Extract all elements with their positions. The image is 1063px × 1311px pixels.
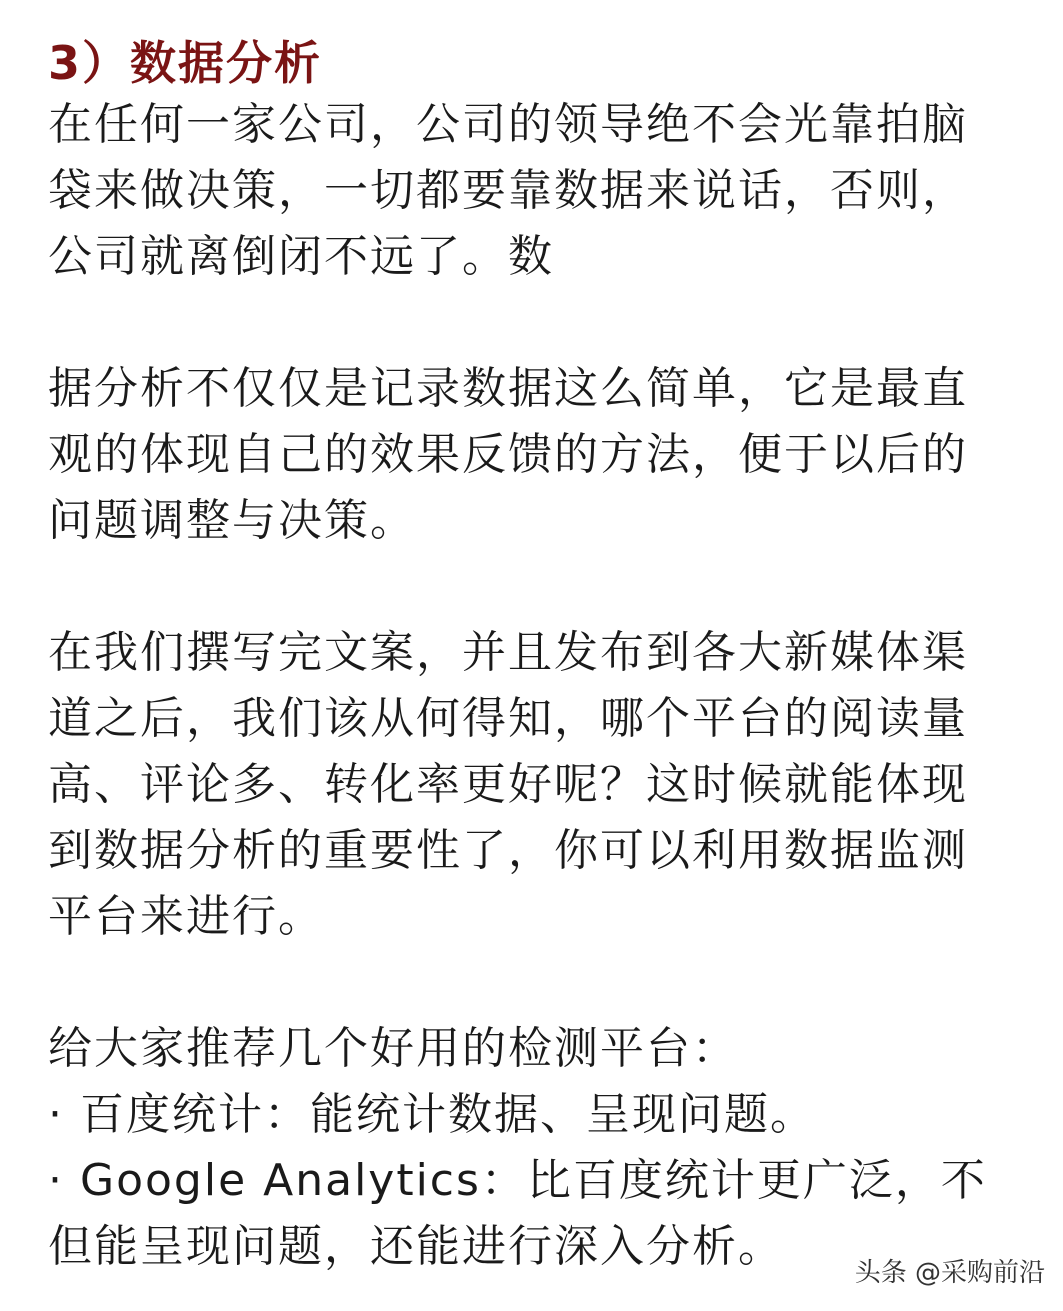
paragraph-spacer bbox=[48, 554, 983, 620]
watermark: 头条 @采购前沿 bbox=[854, 1258, 1045, 1288]
paragraph-spacer bbox=[48, 950, 983, 1016]
paragraph-line: 据分析不仅仅是记录数据这么简单，它是最直 bbox=[48, 363, 968, 414]
section-heading: 3）数据分析 bbox=[48, 36, 323, 90]
paragraph-1 bbox=[48, 92, 983, 290]
paragraph-3 bbox=[48, 620, 983, 950]
list-item: · 百度统计：能统计数据、呈现问题。 bbox=[48, 1089, 816, 1140]
list-item: · Google Analytics：比百度统计更广泛，不 bbox=[48, 1155, 987, 1206]
paragraph-line: 高、评论多、转化率更好呢？这时候就能体现 bbox=[48, 759, 968, 810]
list-item-continuation: 但能呈现问题，还能进行深入分析。 bbox=[48, 1221, 784, 1272]
paragraph-line: 平台来进行。 bbox=[48, 891, 324, 942]
paragraph-line: 在我们撰写完文案，并且发布到各大新媒体渠 bbox=[48, 627, 968, 678]
paragraph-line: 观的体现自己的效果反馈的方法，便于以后的 bbox=[48, 429, 968, 480]
paragraph-2 bbox=[48, 356, 983, 554]
paragraph-line: 到数据分析的重要性了，你可以利用数据监测 bbox=[48, 825, 968, 876]
paragraph-line: 问题调整与决策。 bbox=[48, 495, 416, 546]
paragraph-line: 给大家推荐几个好用的检测平台： bbox=[48, 1023, 738, 1074]
paragraph-line: 道之后，我们该从何得知，哪个平台的阅读量 bbox=[48, 693, 968, 744]
paragraph-line: 公司就离倒闭不远了。数 bbox=[48, 231, 554, 282]
paragraph-line: 袋来做决策，一切都要靠数据来说话，否则， bbox=[48, 165, 968, 216]
paragraph-spacer bbox=[48, 290, 983, 356]
paragraph-line: 在任何一家公司，公司的领导绝不会光靠拍脑 bbox=[48, 99, 968, 150]
